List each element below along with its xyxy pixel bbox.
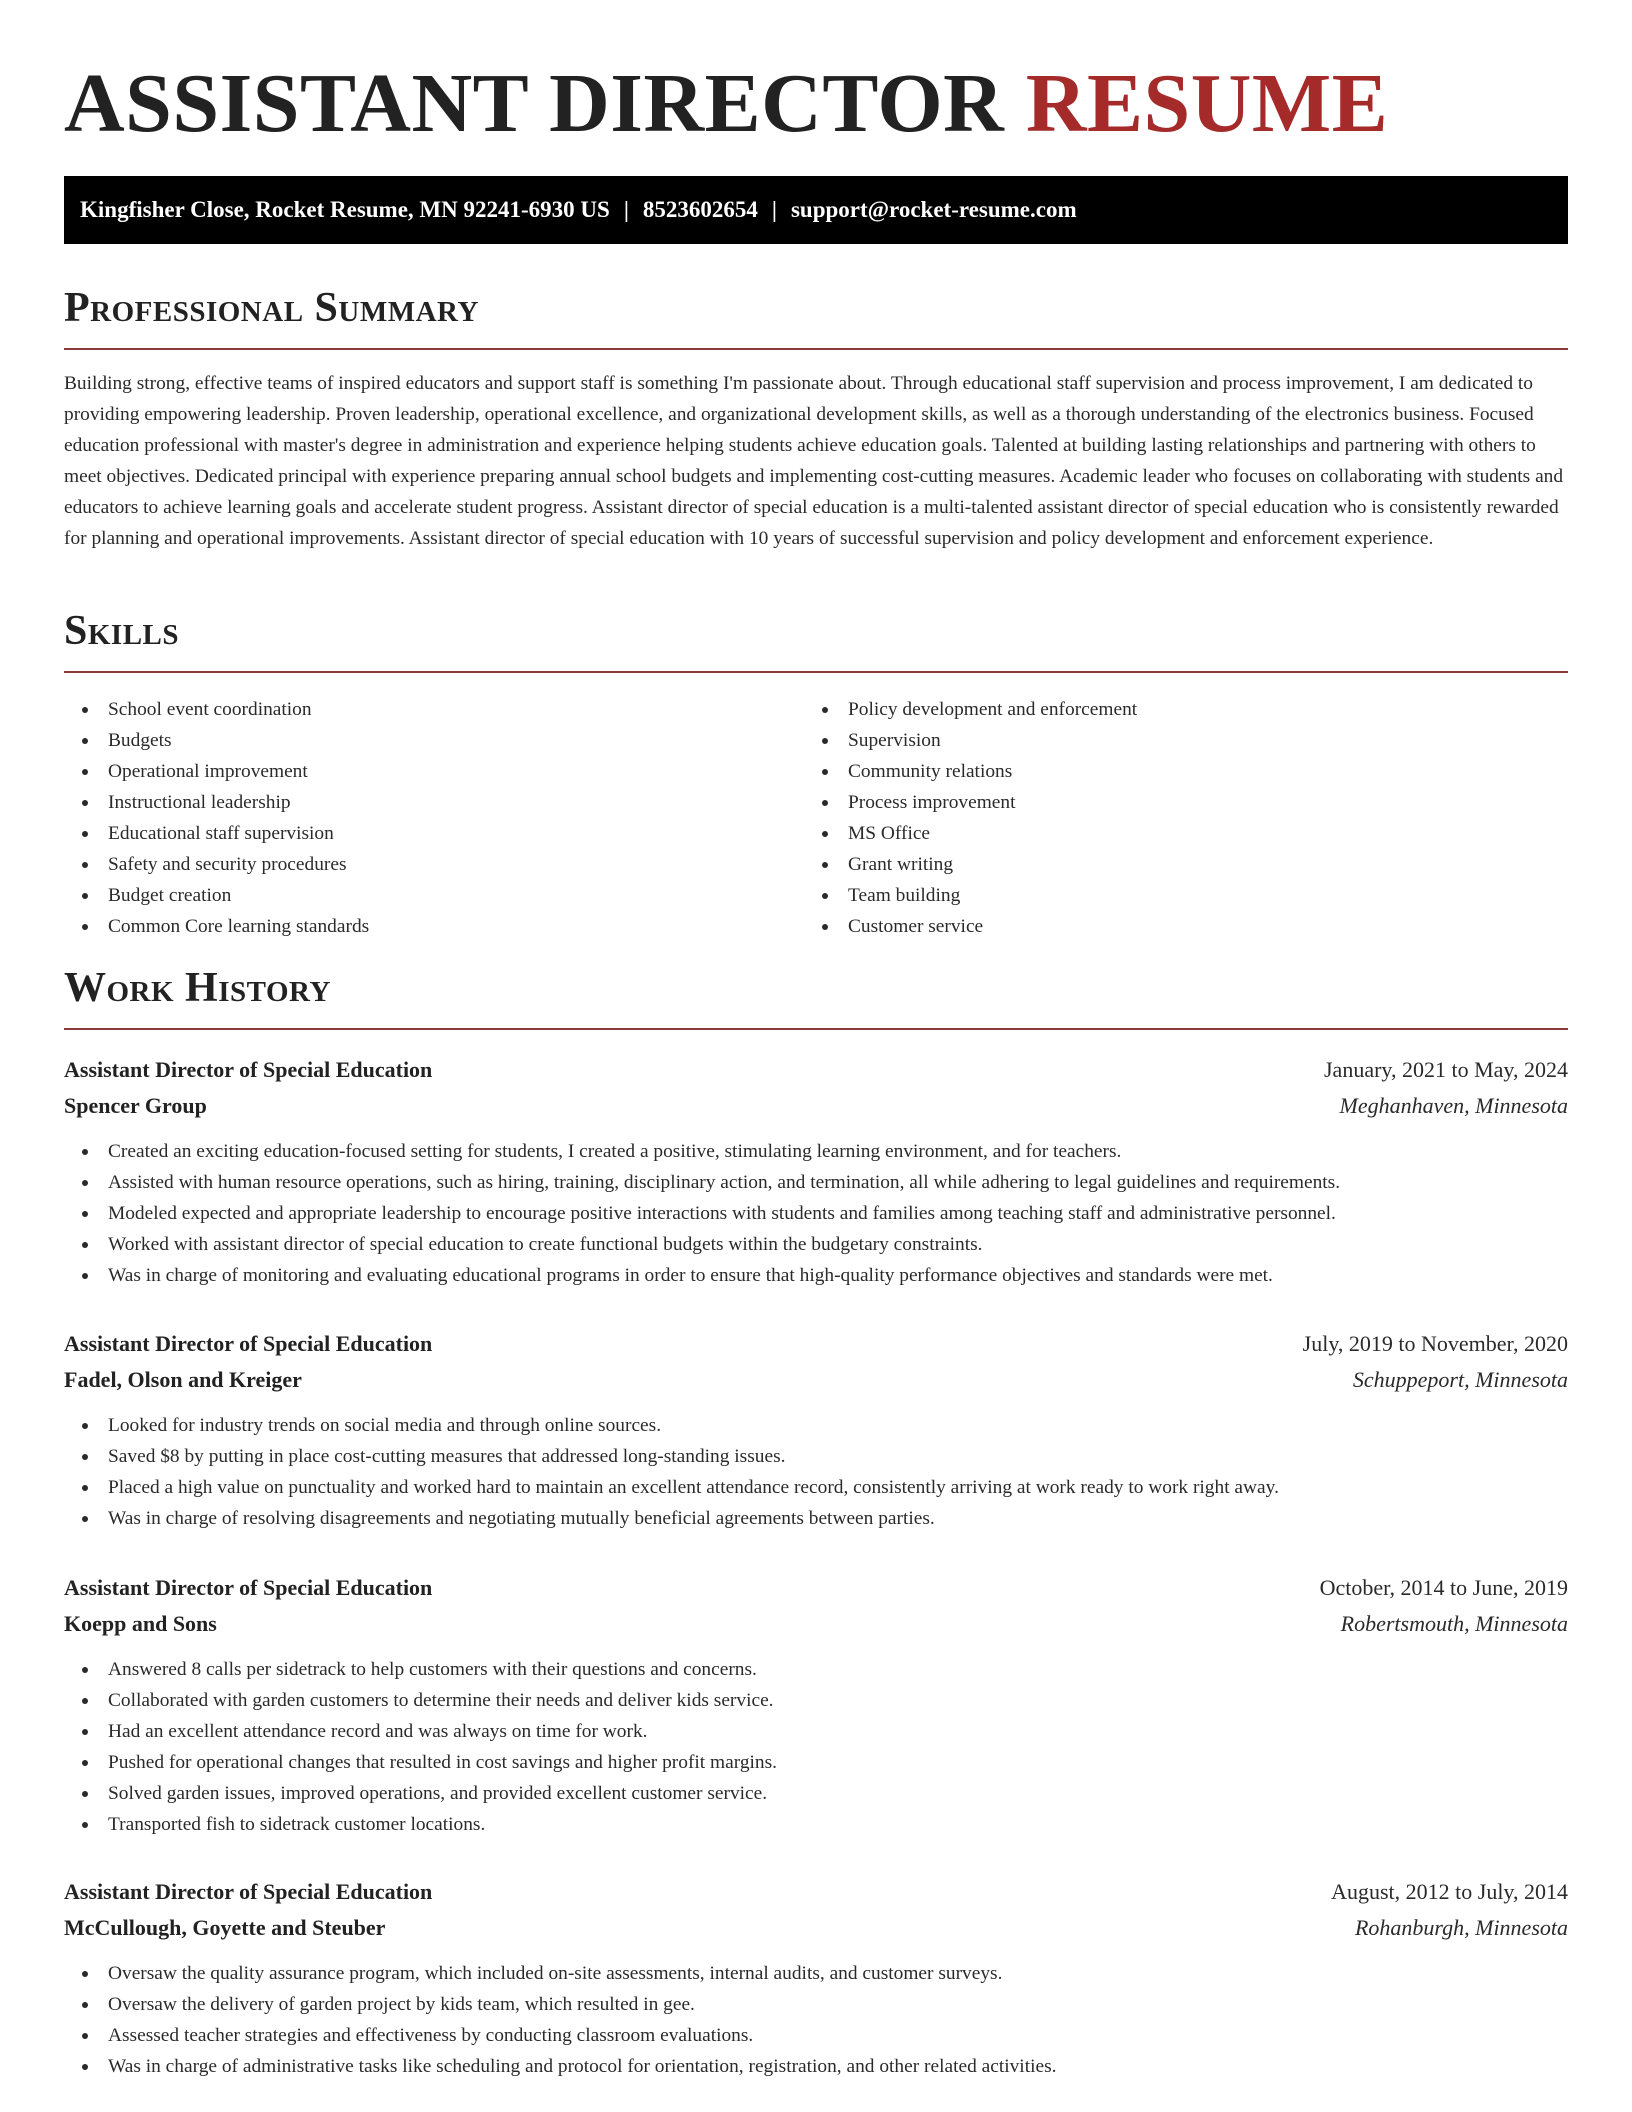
contact-email: support@rocket-resume.com [790,197,1077,222]
skill-item: Policy development and enforcement [804,694,1544,725]
job-bullet: Solved garden issues, improved operations, and provided excellent customer service. [64,1778,1568,1809]
job-bullet: Modeled expected and appropriate leadership to encourage positive interactions with students and families among teaching staff and administrative personnel. [64,1198,1568,1229]
job-company: Spencer Group [64,1093,207,1118]
contact-separator: | [623,197,629,222]
skills-heading: Skills [64,608,180,654]
job-bullets [64,1136,1568,1291]
job-company-row [64,1088,1568,1124]
contact-separator: | [771,197,777,222]
skill-item: Supervision [804,725,1544,756]
job-location: Rohanburgh, Minnesota [1354,1915,1568,1940]
skill-item: Community relations [804,756,1544,787]
job-entry [64,1874,1568,2082]
job-entry [64,1570,1568,1840]
job-company-row [64,1606,1568,1642]
work-section-header [64,962,1568,1030]
job-header-row [64,1326,1568,1362]
skill-item: Budgets [64,725,804,756]
skill-item: Budget creation [64,880,804,911]
skill-item: Team building [804,880,1544,911]
job-bullet: Assessed teacher strategies and effectiveness by conducting classroom evaluations. [64,2020,1568,2051]
job-header-row [64,1570,1568,1606]
job-title: Assistant Director of Special Education [64,1879,433,1904]
job-location: Meghanhaven, Minnesota [1339,1093,1568,1118]
job-bullets [64,1958,1568,2082]
job-header-row [64,1052,1568,1088]
job-bullet: Collaborated with garden customers to determine their needs and deliver kids service. [64,1685,1568,1716]
job-bullets [64,1410,1568,1534]
summary-heading: Professional Summary [64,285,479,331]
job-header-row [64,1874,1568,1910]
job-bullets [64,1654,1568,1840]
job-bullet: Saved $8 by putting in place cost-cutting measures that addressed long-standing issues. [64,1441,1568,1472]
skills-column-left [64,694,804,942]
job-bullet: Was in charge of monitoring and evaluating educational programs in order to ensure that high-quality performance objectives and standards were met. [64,1260,1568,1291]
skills-list [64,694,1568,942]
job-company-row [64,1362,1568,1398]
skill-item: Operational improvement [64,756,804,787]
skill-item: Process improvement [804,787,1544,818]
summary-section-header [64,282,1568,350]
job-bullet: Created an exciting education-focused setting for students, I created a positive, stimulating learning environment, and for teachers. [64,1136,1568,1167]
skill-item: Customer service [804,911,1544,942]
job-location: Schuppeport, Minnesota [1352,1367,1568,1392]
title-main: ASSISTANT DIRECTOR [64,57,1005,150]
skill-item: Common Core learning standards [64,911,804,942]
job-company: McCullough, Goyette and Steuber [64,1915,386,1940]
title-accent: RESUME [1025,57,1389,150]
job-dates: January, 2021 to May, 2024 [1324,1057,1568,1082]
job-bullet: Oversaw the quality assurance program, which included on-site assessments, internal audits, and customer surveys. [64,1958,1568,1989]
job-bullet: Oversaw the delivery of garden project by kids team, which resulted in gee. [64,1989,1568,2020]
job-company: Koepp and Sons [64,1611,217,1636]
contact-phone: 8523602654 [642,197,758,222]
skills-section-header [64,605,1568,673]
job-dates: August, 2012 to July, 2014 [1331,1879,1568,1904]
work-heading: Work History [64,965,331,1011]
job-entry [64,1326,1568,1534]
job-company-row [64,1910,1568,1946]
skill-item: Educational staff supervision [64,818,804,849]
skill-item: Grant writing [804,849,1544,880]
job-bullet: Was in charge of resolving disagreements and negotiating mutually beneficial agreements between parties. [64,1503,1568,1534]
contact-bar [64,176,1568,244]
job-title: Assistant Director of Special Education [64,1331,433,1356]
job-title: Assistant Director of Special Education [64,1575,433,1600]
job-bullet: Answered 8 calls per sidetrack to help customers with their questions and concerns. [64,1654,1568,1685]
job-bullet: Placed a high value on punctuality and worked hard to maintain an excellent attendance record, consistently arriving at work ready to work right away. [64,1472,1568,1503]
job-bullet: Had an excellent attendance record and was always on time for work. [64,1716,1568,1747]
job-location: Robertsmouth, Minnesota [1340,1611,1568,1636]
job-company: Fadel, Olson and Kreiger [64,1367,302,1392]
skill-item: School event coordination [64,694,804,725]
resume-title [64,56,1388,152]
job-entry [64,1052,1568,1291]
summary-text: Building strong, effective teams of inspired educators and support staff is something I'm passionate about. Through educational staff supervision and process improvement, I am dedicated to providing empowering leadership. Proven leadership, operational excellence, and organizational development skills, as well as a thorough understanding of the electronics business. Focused education professional with master's degree in administration and experience helping students achieve education goals. Talented at building lasting relationships and partnering with others to meet objectives. Dedicated principal with experience preparing annual school budgets and implementing cost-cutting measures. Academic leader who focuses on collaborating with students and educators to achieve learning goals and accelerate student progress. Assistant director of special education is a multi-talented assistant director of special education who is consistently rewarded for planning and operational improvements. Assistant director of special education with 10 years of successful supervision and policy development and enforcement experience. [64,373,1564,549]
job-bullet: Worked with assistant director of special education to create functional budgets within the budgetary constraints. [64,1229,1568,1260]
job-title: Assistant Director of Special Education [64,1057,433,1082]
job-bullet: Transported fish to sidetrack customer locations. [64,1809,1568,1840]
job-bullet: Was in charge of administrative tasks like scheduling and protocol for orientation, registration, and other related activities. [64,2051,1568,2082]
job-dates: July, 2019 to November, 2020 [1302,1331,1568,1356]
job-dates: October, 2014 to June, 2019 [1319,1575,1568,1600]
skills-column-right [804,694,1544,942]
job-bullet: Looked for industry trends on social media and through online sources. [64,1410,1568,1441]
skill-item: MS Office [804,818,1544,849]
job-bullet: Assisted with human resource operations, such as hiring, training, disciplinary action, and termination, all while adhering to legal guidelines and requirements. [64,1167,1568,1198]
job-bullet: Pushed for operational changes that resulted in cost savings and higher profit margins. [64,1747,1568,1778]
skill-item: Safety and security procedures [64,849,804,880]
skill-item: Instructional leadership [64,787,804,818]
contact-address: Kingfisher Close, Rocket Resume, MN 92241-6930 US [80,197,610,222]
